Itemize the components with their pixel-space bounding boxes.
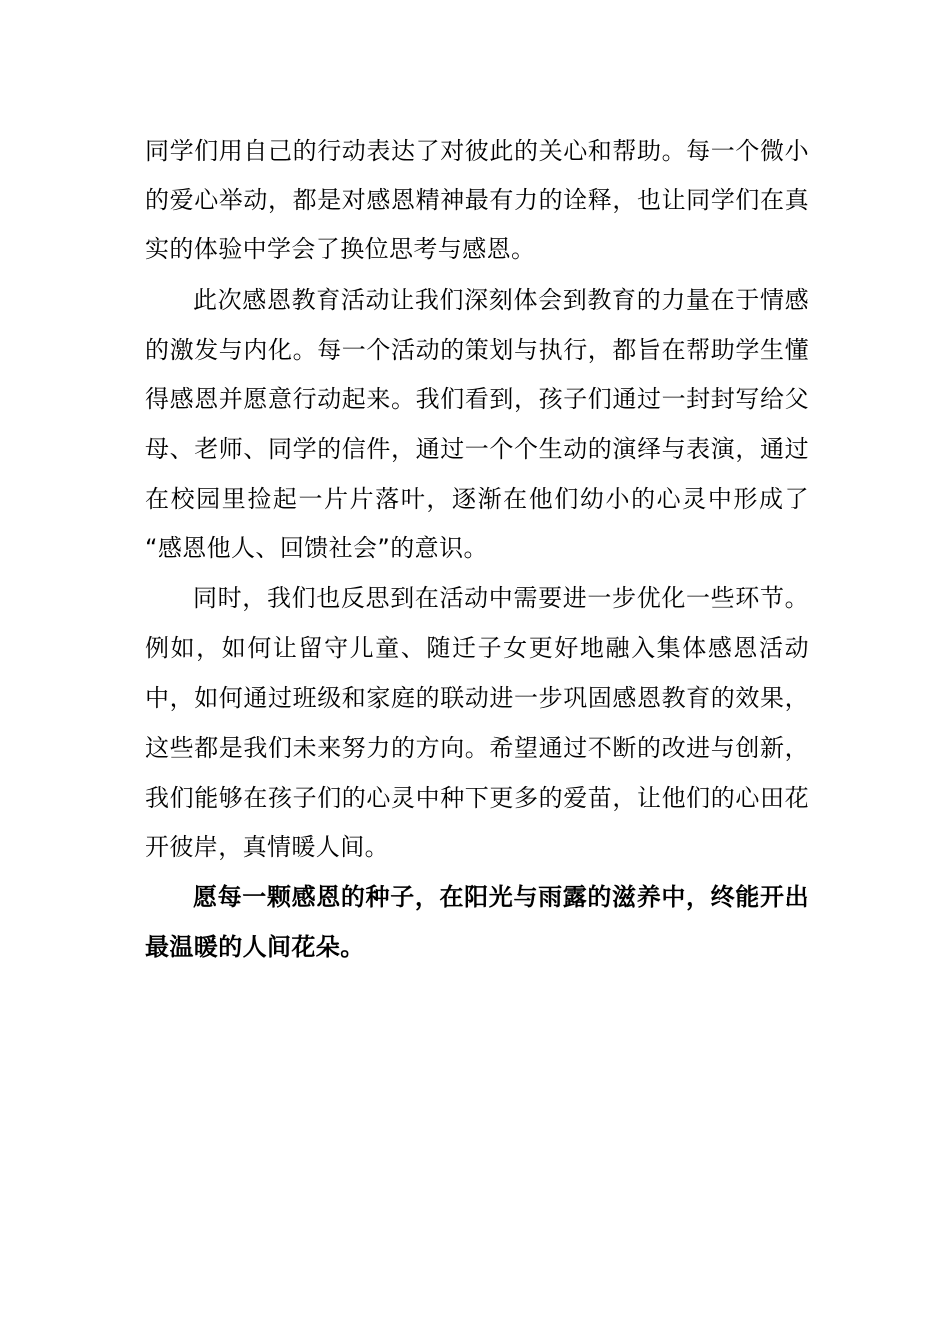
paragraph-line: 的爱心举动，都是对感恩精神最有力的诠释，也让同学们在真 (145, 186, 809, 214)
paragraph-line: 此次感恩教育活动让我们深刻体会到教育的力量在于情感 (193, 286, 809, 314)
paragraph-line: 同学们用自己的行动表达了对彼此的关心和帮助。每一个微小 (145, 137, 809, 165)
closing-line: 最温暖的人间花朵。 (145, 933, 365, 961)
paragraph-line: 这些都是我们未来努力的方向。希望通过不断的改进与创新， (145, 734, 809, 762)
paragraph-line: 例如，如何让留守儿童、随迁子女更好地融入集体感恩活动 (145, 634, 809, 662)
paragraph-line: 同时，我们也反思到在活动中需要进一步优化一些环节。 (193, 584, 809, 612)
paragraph-line: 中，如何通过班级和家庭的联动进一步巩固感恩教育的效果， (145, 684, 809, 712)
paragraph-line: “感恩他人、回馈社会”的意识。 (145, 534, 488, 562)
paragraph-line: 实的体验中学会了换位思考与感恩。 (145, 235, 536, 263)
paragraph-line: 我们能够在孩子们的心灵中种下更多的爱苗，让他们的心田花 (145, 784, 809, 812)
closing-line: 愿每一颗感恩的种子，在阳光与雨露的滋养中，终能开出 (193, 883, 809, 911)
paragraph-line: 的激发与内化。每一个活动的策划与执行，都旨在帮助学生懂 (145, 336, 809, 364)
paragraph-line: 母、老师、同学的信件，通过一个个生动的演绎与表演，通过 (145, 435, 809, 463)
paragraph-line: 得感恩并愿意行动起来。我们看到，孩子们通过一封封写给父 (145, 385, 809, 413)
paragraph-line: 在校园里捡起一片片落叶，逐渐在他们幼小的心灵中形成了 (145, 485, 809, 513)
paragraph-line: 开彼岸，真情暖人间。 (145, 833, 389, 861)
